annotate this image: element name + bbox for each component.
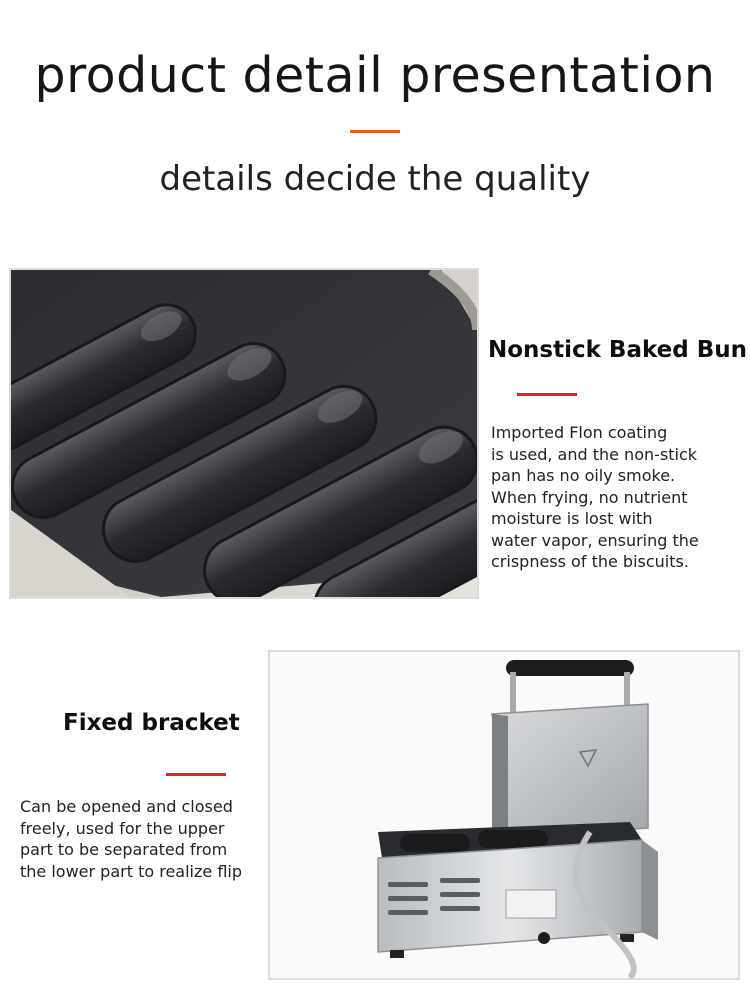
description-line: crispness of the biscuits.: [491, 552, 689, 571]
feature-description-bracket: [20, 796, 260, 882]
description-line: is used, and the non-stick: [491, 444, 698, 464]
description-line: Imported Flon coating: [491, 423, 668, 442]
nonstick-pan-photo: [9, 268, 479, 599]
page-subtitle: details decide the quality: [159, 159, 591, 199]
feature-divider-nonstick: [517, 393, 577, 396]
description-line: the lower part to realize flip: [20, 861, 242, 881]
description-line: moisture is lost with: [491, 509, 653, 528]
description-line: When frying, no nutrient: [491, 487, 688, 507]
title-divider: [350, 130, 400, 133]
description-line: freely, used for the upper: [20, 818, 225, 838]
feature-title-nonstick: Nonstick Baked Bun: [488, 337, 748, 363]
feature-description-nonstick: [491, 422, 731, 573]
page-title: product detail presentation: [34, 47, 716, 104]
description-line: pan has no oily smoke.: [491, 466, 676, 485]
feature-title-bracket: Fixed bracket: [63, 710, 240, 736]
waffle-machine-photo: [268, 650, 740, 980]
description-line: Can be opened and closed: [20, 797, 233, 816]
feature-divider-bracket: [166, 773, 226, 776]
description-line: water vapor, ensuring the: [491, 530, 699, 550]
description-line: part to be separated from: [20, 840, 228, 859]
